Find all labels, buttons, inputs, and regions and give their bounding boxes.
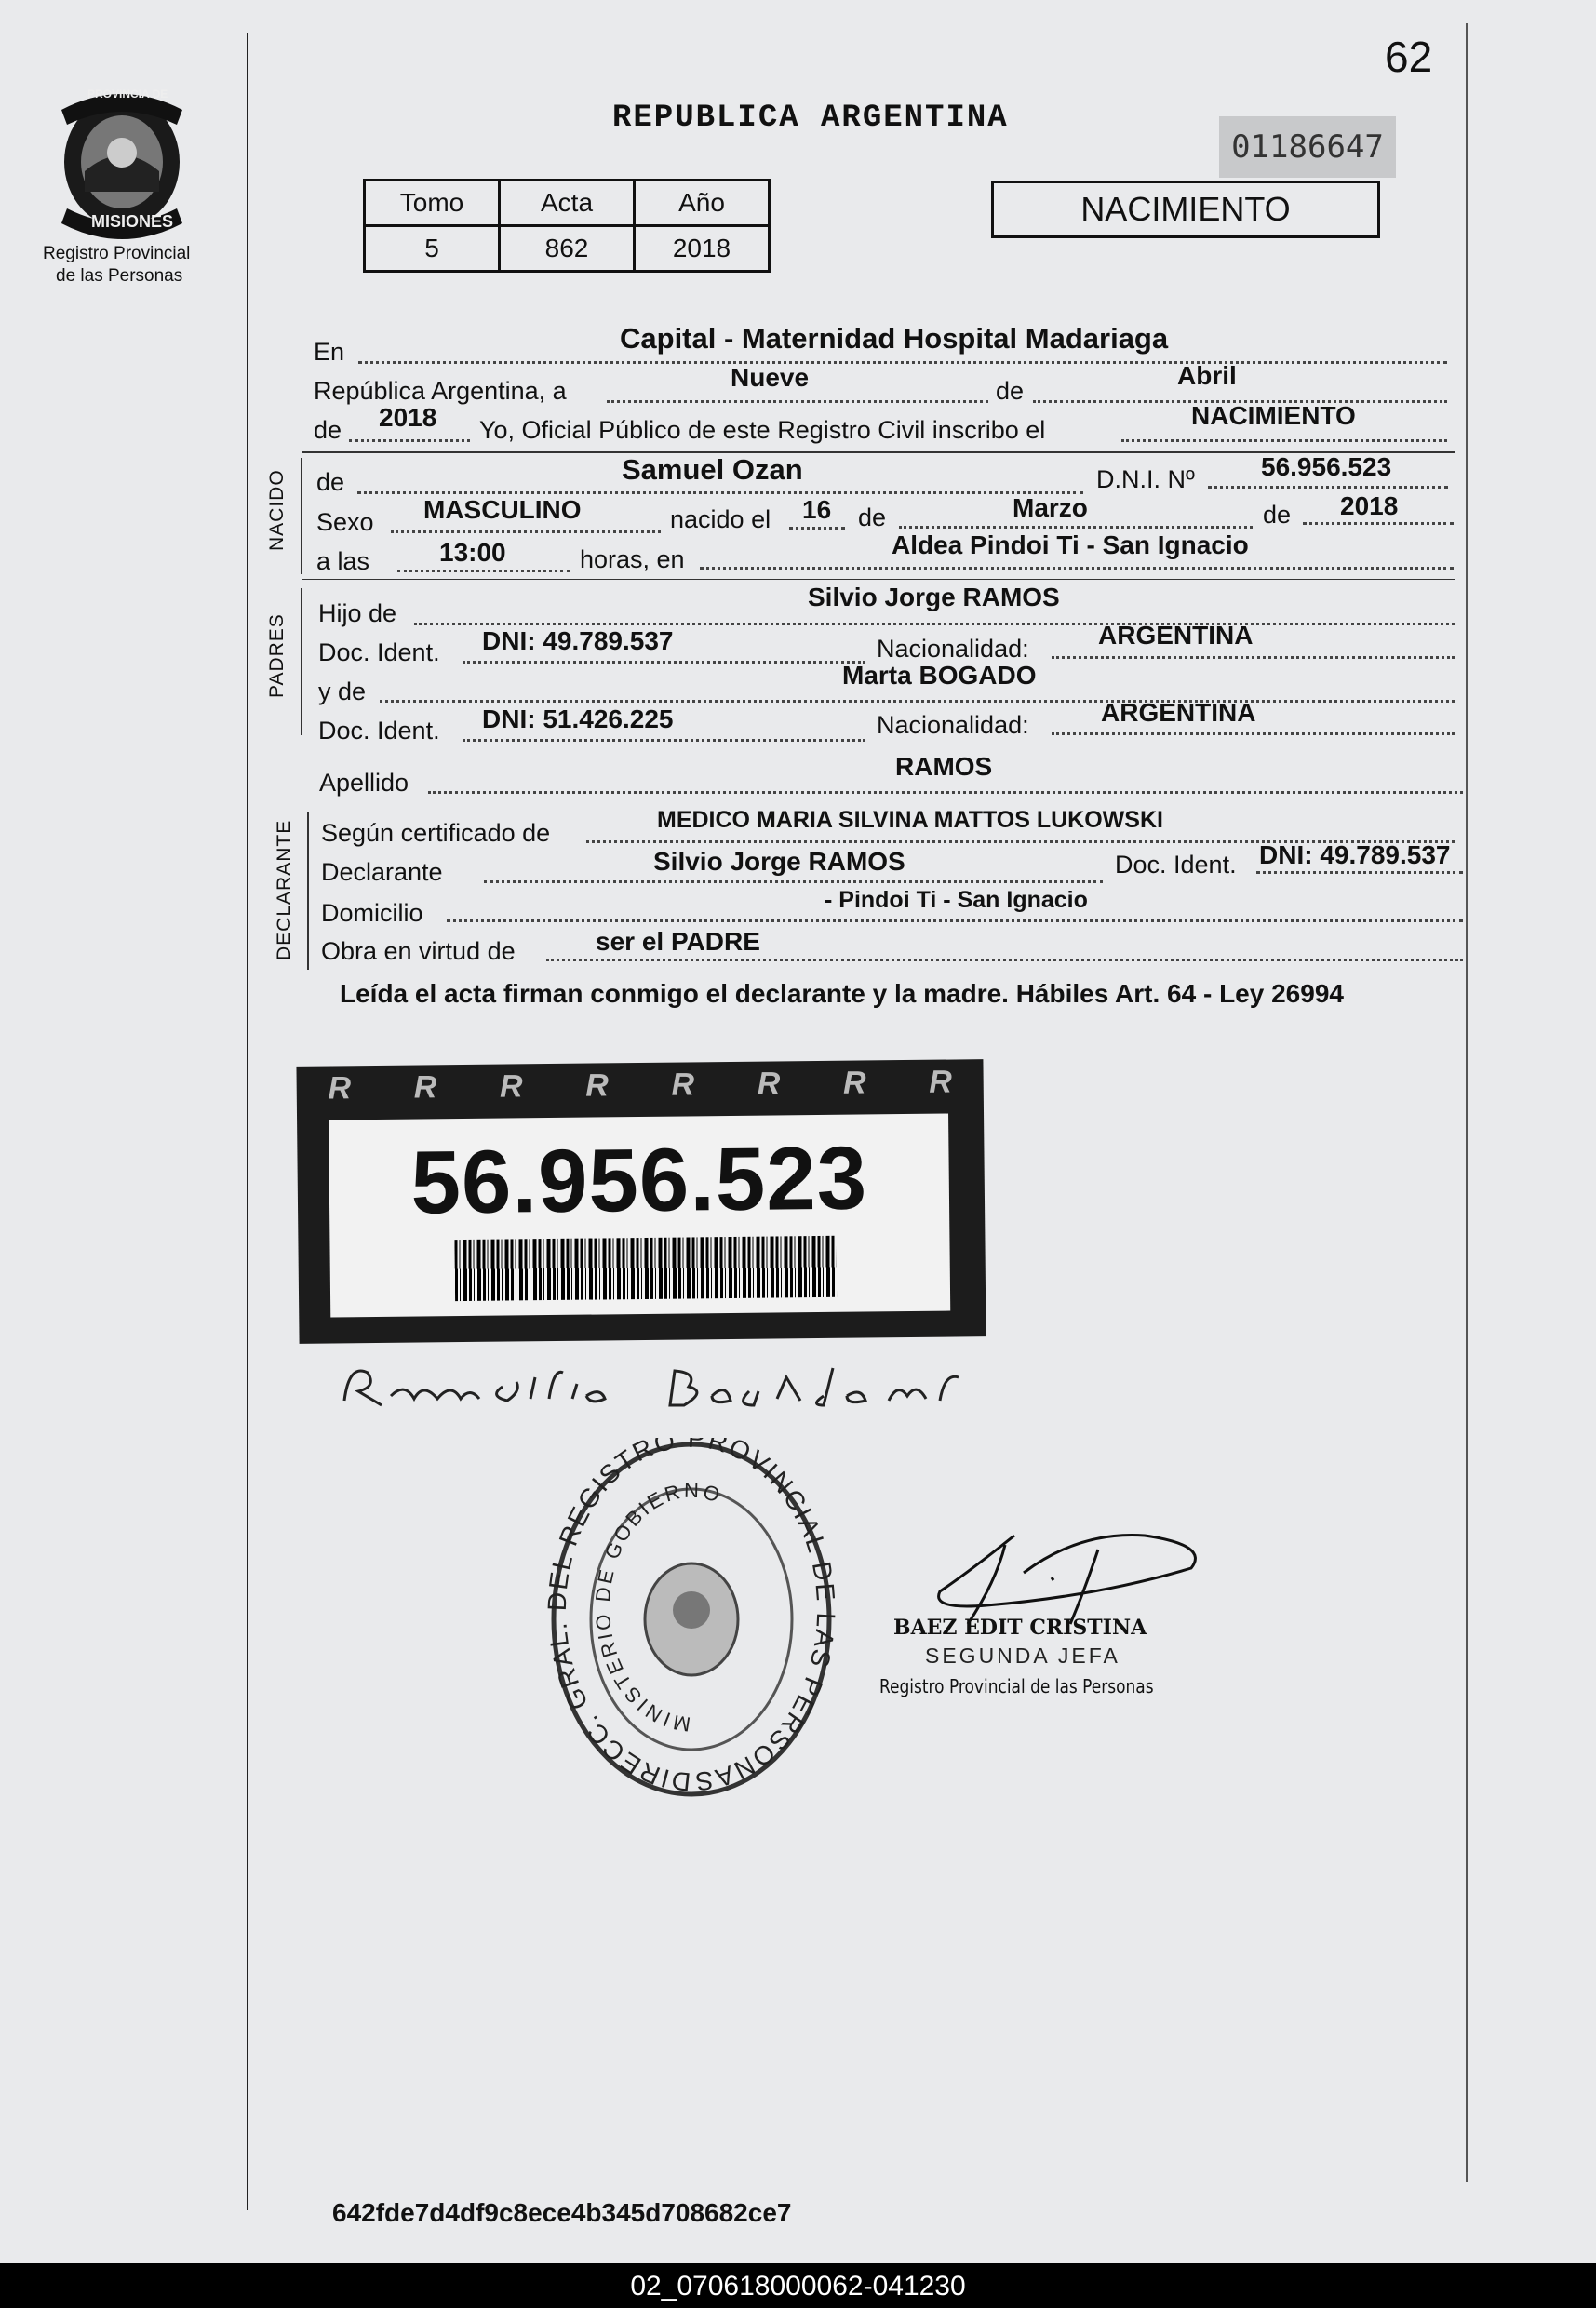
dots-lugar [358,361,1447,364]
dots-nac-dia [789,527,845,530]
dots-nombre [357,491,1083,494]
value-domicilio: - Pindoi Ti - San Ignacio [825,887,1088,913]
sticker-pattern-letter-6: R [757,1065,781,1102]
section-divider-2 [302,579,1455,580]
left-margin-line [247,33,248,2210]
serial-stamp: 01186647 [1219,116,1396,178]
value-hora: 13:00 [439,538,506,567]
value-lugar: Capital - Maternidad Hospital Madariaga [620,322,1169,355]
value-sexo: MASCULINO [423,495,582,524]
label-de-name: de [316,468,345,496]
value-acto: NACIMIENTO [1191,401,1356,430]
dots-madre [380,700,1455,703]
label-nacido: nacido el [670,505,771,533]
value-declarante: Silvio Jorge RAMOS [653,847,905,876]
dots-nac-mes [899,526,1253,529]
seal-outer-text: DIRECC. GRA L REGISTRO PROVINCIAL D S PERSONAS [547,1438,836,1797]
registry-name-line1: Registro Provincial [43,244,191,263]
value-dia: Nueve [731,363,810,392]
sticker-pattern-letter-8: R [929,1063,953,1100]
value-padre-nac: ARGENTINA [1098,621,1254,650]
label-declarante: Declarante [321,858,443,886]
value-padre-doc: DNI: 49.789.537 [482,626,674,655]
table-value-row [365,226,770,272]
handwritten-signatures [340,1354,963,1429]
value-nac-dia: 16 [802,495,832,524]
table-header-acta: Acta [500,181,635,226]
dots-padre [414,623,1455,625]
dots-apellido [428,791,1463,794]
dots-domicilio [447,919,1463,922]
label-republica: República Argentina, a [314,377,567,405]
value-madre-doc: DNI: 51.426.225 [482,704,674,733]
nacido-bracket [301,458,302,574]
sticker-pattern-letter-2: R [413,1068,437,1106]
table-value-anio: 2018 [635,226,770,272]
side-label-padres: PADRES [266,613,288,698]
value-nac-mes: Marzo [1013,493,1088,522]
official-name: BAEZ EDIT CRISTINA [893,1616,1147,1640]
sticker-pattern-letter-1: R [328,1069,352,1107]
sticker-pattern-letter-7: R [842,1064,866,1101]
label-a-las: a las [316,547,370,575]
sticker-pattern-letter-5: R [671,1066,695,1103]
dots-nac-anio [1303,522,1454,525]
label-de-m: de [858,503,887,531]
label-doc-ident-3: Doc. Ident. [1115,851,1237,879]
dots-sexo [391,530,661,533]
label-dni: D.N.I. Nº [1096,465,1195,493]
handwriting-icon [340,1354,963,1419]
value-padre: Silvio Jorge RAMOS [808,583,1060,611]
label-obra: Obra en virtud de [321,937,516,965]
label-de-year: de [314,416,342,444]
dots-anio [349,439,470,442]
logo-text-bottom: MISIONES [91,212,174,231]
dots-declarante [484,880,1103,883]
label-apellido: Apellido [319,769,409,797]
dots-madre-doc [463,739,865,742]
footer-bar [0,2263,1596,2308]
table-header-row [365,181,770,226]
registry-name-line2: de las Personas [56,266,183,286]
padres-bracket [301,588,302,735]
dots-acto [1121,439,1447,442]
side-label-declarante: DECLARANTE [274,819,295,960]
value-dni: 56.956.523 [1261,452,1392,481]
label-nacionalidad-2: Nacionalidad: [877,711,1029,739]
dots-obra [546,959,1463,961]
official-role: SEGUNDA JEFA [925,1644,1120,1668]
label-doc-ident-1: Doc. Ident. [318,638,440,666]
value-nombre: Samuel Ozan [622,453,803,486]
value-apellido: RAMOS [895,752,993,781]
label-doc-ident-2: Doc. Ident. [318,717,440,745]
value-declarante-doc: DNI: 49.789.537 [1259,840,1451,869]
value-anio: 2018 [379,403,437,432]
sticker-pattern-letter-3: R [499,1067,523,1105]
header-title: REPUBLICA ARGENTINA [612,101,1009,136]
label-y-de: y de [318,678,367,705]
label-horas: horas, en [580,545,685,573]
label-domicilio: Domicilio [321,899,423,927]
barcode-icon [454,1236,837,1301]
table-header-anio: Año [635,181,770,226]
doc-type-box: NACIMIENTO [991,181,1380,238]
dots-dia [607,400,988,403]
dni-sticker [296,1059,986,1344]
value-certificado: MEDICO MARIA SILVINA MATTOS LUKOWSKI [657,807,1163,833]
label-de-y: de [1263,501,1292,529]
dots-declarante-doc [1256,871,1463,874]
table-value-acta: 862 [500,226,635,272]
logo-text-top: PROVINCIA DE [87,87,168,101]
footer-id: 02_070618000062-041230 [630,2271,966,2301]
value-madre: Marta BOGADO [842,661,1037,690]
dots-madre-nac [1052,732,1455,735]
label-de-month: de [996,377,1025,405]
label-en: En [314,338,345,366]
registry-table [363,179,771,273]
label-nacionalidad-1: Nacionalidad: [877,635,1029,663]
label-hijo-de: Hijo de [318,599,397,627]
value-lugar-nac: Aldea Pindoi Ti - San Ignacio [892,530,1249,559]
value-obra: ser el PADRE [596,927,760,956]
seal-icon [547,1438,836,1801]
right-margin-line [1466,23,1468,2182]
registry-logo [54,82,190,240]
sticker-inner [329,1114,950,1318]
table-value-tomo: 5 [365,226,500,272]
document-hash: 642fde7d4df9c8ece4b345d708682ce7 [332,2198,792,2227]
dots-padre-doc [463,661,865,664]
closing-text: Leída el acta firman conmigo el declarante y la madre. Hábiles Art. 64 - Ley 26994 [340,979,1344,1008]
dots-dni [1208,486,1448,489]
side-label-nacido: NACIDO [266,469,288,551]
seal-inner-text: MINISTERIO DE GOBIERNO [590,1478,726,1737]
dots-padre-nac [1052,656,1455,659]
page-number: 62 [1385,33,1433,81]
value-mes: Abril [1177,361,1237,390]
official-seal [547,1438,836,1801]
dots-lugar-nac [700,567,1454,570]
label-oficial: Yo, Oficial Público de este Registro Civil inscribo el [479,416,1046,444]
value-madre-nac: ARGENTINA [1101,698,1256,727]
declarante-bracket [307,812,309,970]
label-sexo: Sexo [316,508,374,536]
table-header-tomo: Tomo [365,181,500,226]
official-office: Registro Provincial de las Personas [879,1675,1154,1697]
label-segun: Según certificado de [321,819,551,847]
value-nac-anio: 2018 [1340,491,1399,520]
dots-hora [397,570,570,572]
sticker-pattern [296,1059,983,1111]
sticker-dni-number: 56.956.523 [409,1128,868,1233]
sticker-pattern-letter-4: R [585,1067,610,1104]
